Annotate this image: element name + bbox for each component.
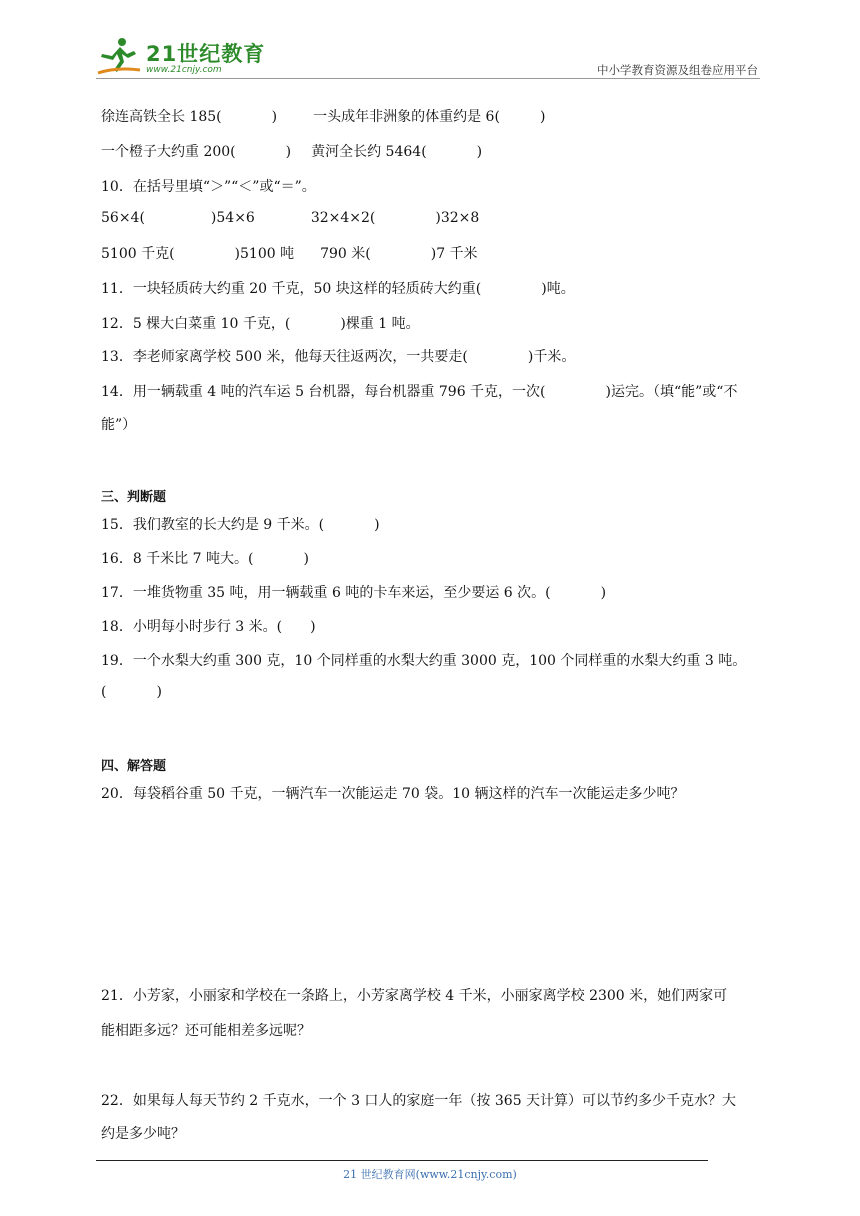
text: ): [600, 585, 607, 601]
section-heading: 三、判断题: [101, 490, 167, 505]
question-line: [101, 106, 545, 126]
question-13: [101, 346, 575, 366]
text: 徐连高铁全长 185(: [101, 109, 222, 125]
text: )5100 吨: [234, 246, 295, 262]
text: 14．用一辆载重 4 吨的汽车运 5 台机器，每台机器重 796 千克，一次(: [101, 384, 546, 400]
text: 16．8 千米比 7 吨大。(: [101, 551, 254, 567]
text: (: [101, 684, 107, 700]
text: )7 千米: [430, 246, 478, 262]
text: 一头成年非洲象的体重约是 6(: [313, 109, 500, 125]
text: ): [539, 109, 546, 125]
question-10: 10．在括号里填“＞”“＜”或“＝”。: [101, 179, 316, 195]
question-15: [101, 514, 380, 534]
logo-text: 21世纪教育: [146, 42, 266, 66]
question-19-cont: [101, 684, 162, 700]
text: 5100 千克(: [101, 246, 175, 262]
question-22-cont: 约是多少吨？: [101, 1126, 185, 1142]
question-line: [101, 243, 478, 263]
text: )千米。: [527, 349, 576, 365]
question-18: [101, 616, 316, 636]
text: 13．李老师家离学校 500 米，他每天往返两次，一共要走(: [101, 349, 468, 365]
footer-divider: [96, 1160, 708, 1161]
question-line: [101, 141, 482, 161]
text: 18．小明每小时步行 3 米。(: [101, 619, 283, 635]
runner-icon: [96, 34, 144, 76]
question-20: 20．每袋稻谷重 50 千克，一辆汽车一次能运走 70 袋。10 辆这样的汽车一次能运走多少吨？: [101, 786, 685, 802]
question-12: [101, 313, 420, 333]
logo-url: www.21cnjy.com: [146, 65, 222, 75]
text: 12．5 棵大白菜重 10 千克，(: [101, 316, 291, 332]
question-11: [101, 278, 575, 298]
text: ): [303, 551, 309, 567]
footer-link[interactable]: 21 世纪教育网(www.21cnjy.com): [343, 1168, 517, 1181]
text: )棵重 1 吨。: [340, 316, 420, 332]
question-19: 19．一个水梨大约重 300 克，10 个同样重的水梨大约重 3000 克，100 个同样重的水梨大约重 3 吨。: [101, 653, 747, 669]
header-divider: [96, 78, 760, 79]
text: 56×4(: [101, 210, 145, 226]
question-16: [101, 548, 309, 568]
question-21-cont: 能相距多远？还可能相差多远呢？: [101, 1023, 311, 1039]
text: 790 米(: [320, 246, 371, 262]
text: ): [374, 517, 380, 533]
site-logo: [96, 34, 266, 76]
question-14: [101, 381, 737, 401]
question-17: [101, 582, 606, 602]
text: 11．一块轻质砖大约重 20 千克，50 块这样的轻质砖大约重(: [101, 281, 482, 297]
text: ): [310, 619, 316, 635]
platform-name: 中小学教育资源及组卷应用平台: [597, 63, 758, 77]
question-14-cont: 能”）: [101, 417, 137, 433]
text: 32×4×2(: [310, 210, 376, 226]
text: 一个橙子大约重 200(: [101, 144, 236, 160]
section-heading: 四、解答题: [101, 759, 167, 774]
question-22: 22．如果每人每天节约 2 千克水，一个 3 口人的家庭一年（按 365 天计算）可以节约多少千克水？大: [101, 1093, 737, 1109]
text: ): [476, 144, 483, 160]
question-line: [101, 210, 479, 226]
text: 黄河全长约 5464(: [311, 144, 427, 160]
text: ): [271, 109, 278, 125]
page-header: [96, 30, 760, 78]
text: )吨。: [541, 281, 575, 297]
question-21: 21．小芳家，小丽家和学校在一条路上，小芳家离学校 4 千米，小丽家离学校 2300 米，她们两家可: [101, 988, 728, 1004]
text: ): [285, 144, 292, 160]
text: ): [156, 684, 162, 700]
text: 15．我们教室的长大约是 9 千米。(: [101, 517, 325, 533]
text: )54×6: [210, 210, 255, 226]
text: )运完。（填“能”或“不: [605, 384, 738, 400]
text: )32×8: [435, 210, 480, 226]
text: 17．一堆货物重 35 吨，用一辆载重 6 吨的卡车来运，至少要运 6 次。(: [101, 585, 551, 601]
